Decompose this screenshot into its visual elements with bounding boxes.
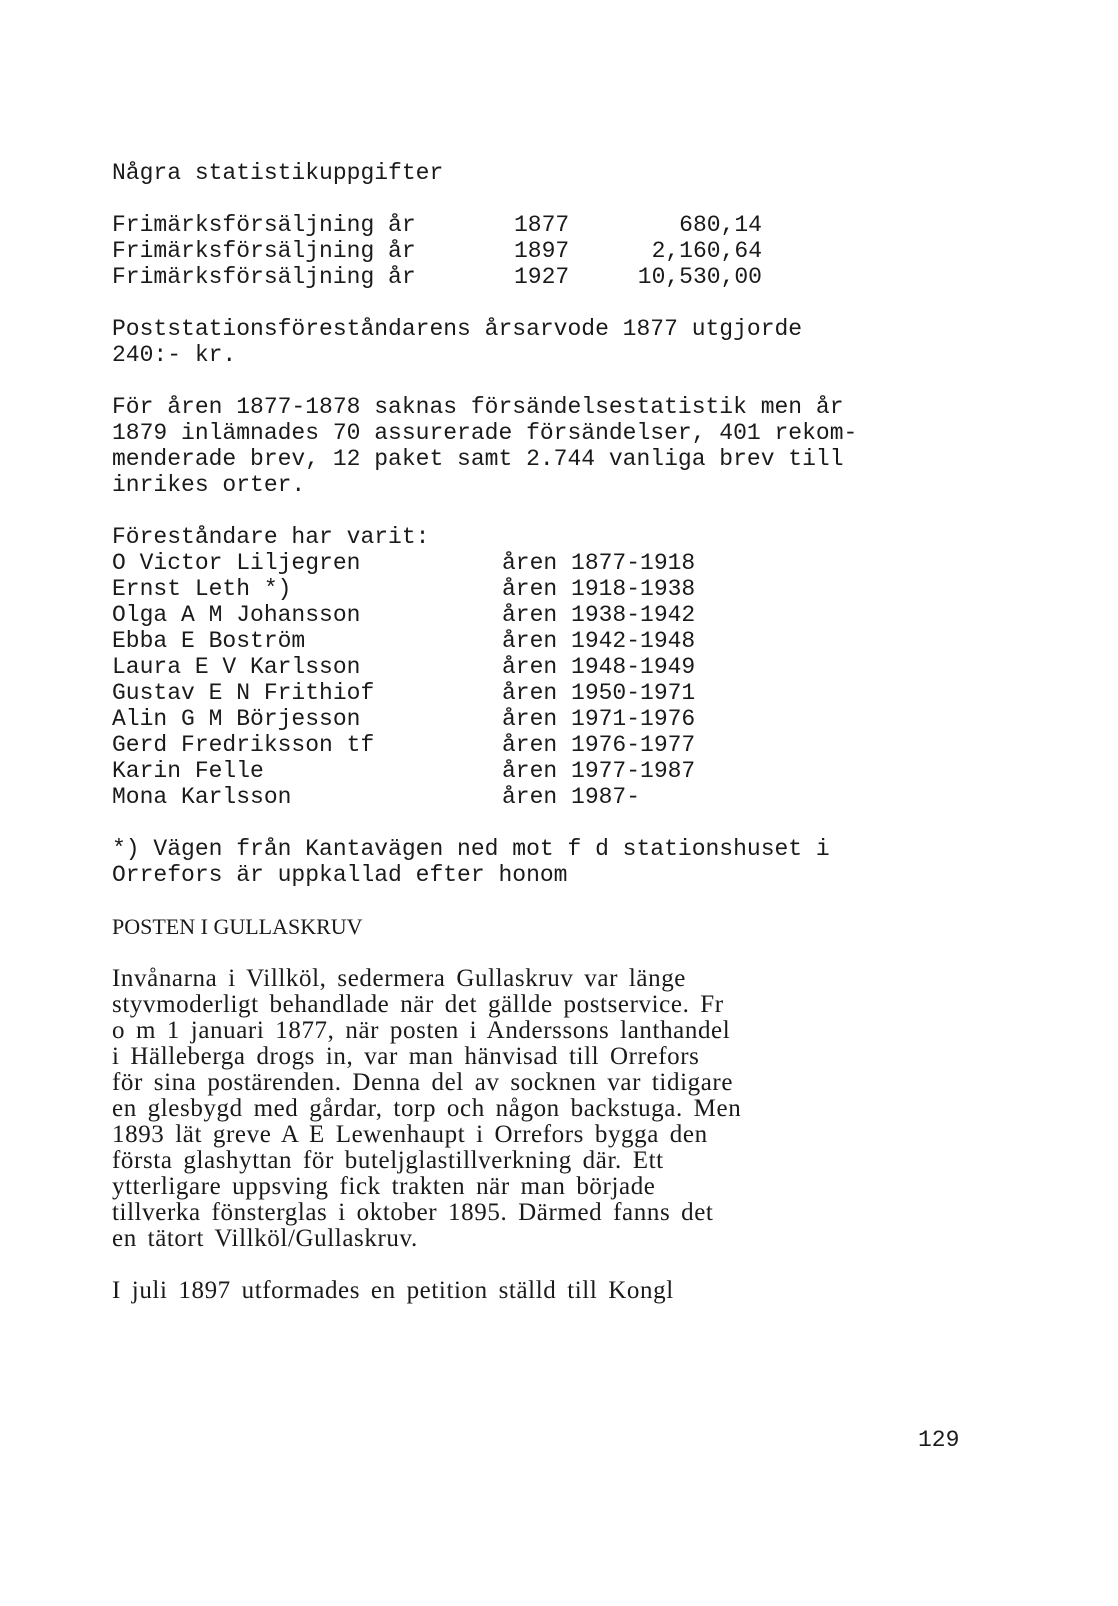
mail-stats-line: menderade brev, 12 paket samt 2.744 vanliga brev till: [112, 446, 844, 472]
manager-name: Mona Karlsson: [112, 784, 292, 810]
gullaskruv-line: i Hälleberga drogs in, var man hänvisad till Orrefors: [112, 1043, 700, 1070]
section-title: Några statistikuppgifter: [112, 160, 444, 186]
mail-stats-line: För åren 1877-1878 saknas försändelsestatistik men år: [112, 394, 844, 420]
manager-years: åren 1942-1948: [502, 628, 696, 654]
manager-row: [112, 628, 1002, 654]
stamp-sales-table: [112, 212, 1002, 290]
fee-line: 240:- kr.: [112, 342, 237, 368]
mail-stats-line: inrikes orter.: [112, 472, 306, 498]
fee-paragraph: [112, 316, 1002, 368]
mail-stats-line: 1879 inlämnades 70 assurerade försändelser, 401 rekom-: [112, 420, 858, 446]
manager-name: O Victor Liljegren: [112, 550, 361, 576]
stamp-sales-row: [112, 264, 1002, 290]
manager-name: Gerd Fredriksson tf: [112, 732, 375, 758]
manager-name: Olga A M Johansson: [112, 602, 361, 628]
manager-row: [112, 602, 1002, 628]
manager-years: åren 1977-1987: [502, 758, 696, 784]
gullaskruv-paragraph: [112, 966, 1002, 1252]
gullaskruv-line: tillverka fönsterglas i oktober 1895. Därmed fanns det: [112, 1199, 714, 1226]
manager-years: åren 1987-: [502, 784, 641, 810]
gullaskruv-line: ytterligare uppsving fick trakten när man började: [112, 1173, 656, 1200]
manager-name: Gustav E N Frithiof: [112, 680, 375, 706]
manager-years: åren 1976-1977: [502, 732, 696, 758]
petition-paragraph: [112, 1278, 1002, 1304]
manager-name: Laura E V Karlsson: [112, 654, 361, 680]
stamp-sales-row: [112, 238, 1002, 264]
footnote: [112, 836, 1002, 888]
manager-name: Ebba E Boström: [112, 628, 306, 654]
stamp-sales-label: Frimärksförsäljning år: [112, 264, 416, 290]
manager-years: åren 1971-1976: [502, 706, 696, 732]
manager-row: [112, 654, 1002, 680]
gullaskruv-line: Invånarna i Villköl, sedermera Gullaskruv var länge: [112, 965, 686, 992]
gullaskruv-line: en glesbygd med gårdar, torp och någon backstuga. Men: [112, 1095, 742, 1122]
stamp-sales-amount: 2,160,64: [651, 238, 762, 264]
fee-line: Poststationsföreståndarens årsarvode 1877 utgjorde: [112, 316, 803, 342]
managers-list: [112, 524, 1002, 810]
manager-years: åren 1918-1938: [502, 576, 696, 602]
manager-row: [112, 732, 1002, 758]
footnote-line: *) Vägen från Kantavägen ned mot f d stationshuset i: [112, 836, 830, 862]
gullaskruv-line: styvmoderligt behandlade när det gällde postservice. Fr: [112, 991, 724, 1018]
manager-years: åren 1877-1918: [502, 550, 696, 576]
mail-stats-paragraph: [112, 394, 1002, 498]
manager-row: [112, 758, 1002, 784]
gullaskruv-line: första glashyttan för buteljglastillverkning där. Ett: [112, 1147, 664, 1174]
manager-name: Karin Felle: [112, 758, 264, 784]
stamp-sales-row: [112, 212, 1002, 238]
manager-years: åren 1948-1949: [502, 654, 696, 680]
petition-line: I juli 1897 utformades en petition ställd till Kongl: [112, 1277, 674, 1304]
stamp-sales-year: 1877: [514, 212, 570, 238]
section-heading: POSTEN I GULLASKRUV: [112, 914, 363, 939]
document-page: [112, 160, 1002, 1304]
manager-row: [112, 784, 1002, 810]
gullaskruv-line: o m 1 januari 1877, när posten i Anderssons lanthandel: [112, 1017, 731, 1044]
stamp-sales-label: Frimärksförsäljning år: [112, 238, 416, 264]
manager-years: åren 1950-1971: [502, 680, 696, 706]
manager-row: [112, 576, 1002, 602]
page-number: 129: [918, 1427, 960, 1453]
manager-years: åren 1938-1942: [502, 602, 696, 628]
stamp-sales-label: Frimärksförsäljning år: [112, 212, 416, 238]
manager-row: [112, 680, 1002, 706]
manager-row: [112, 550, 1002, 576]
managers-heading: Föreståndare har varit:: [112, 524, 430, 550]
gullaskruv-line: 1893 lät greve A E Lewenhaupt i Orrefors bygga den: [112, 1121, 708, 1148]
manager-name: Ernst Leth *): [112, 576, 292, 602]
section-title-block: [112, 160, 1002, 186]
stamp-sales-year: 1897: [514, 238, 570, 264]
footnote-line: Orrefors är uppkallad efter honom: [112, 862, 568, 888]
stamp-sales-amount: 680,14: [679, 212, 762, 238]
manager-name: Alin G M Börjesson: [112, 706, 361, 732]
manager-row: [112, 706, 1002, 732]
gullaskruv-line: för sina postärenden. Denna del av socknen var tidigare: [112, 1069, 734, 1096]
stamp-sales-year: 1927: [514, 264, 570, 290]
gullaskruv-line: en tätort Villköl/Gullaskruv.: [112, 1225, 418, 1252]
section-heading-block: [112, 914, 1002, 940]
stamp-sales-amount: 10,530,00: [637, 264, 762, 290]
